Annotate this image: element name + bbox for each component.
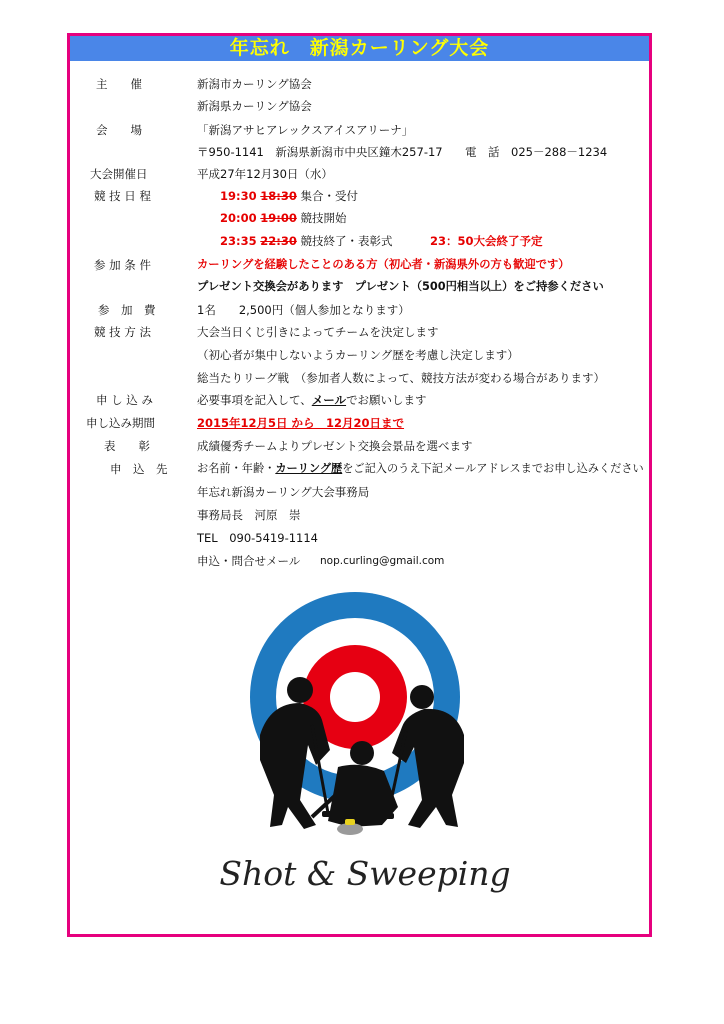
contact-label: 申 込 先 — [110, 462, 168, 476]
organizer-line1: 新潟市カーリング協会 — [197, 77, 312, 91]
fee-label: 参 加 費 — [98, 303, 156, 317]
contact-tel: TEL 090-5419-1114 — [197, 531, 318, 545]
logo-text: Shot & Sweeping — [219, 854, 511, 893]
venue-phone: 電 話 025－288－1234 — [465, 145, 608, 159]
method-line3: 総当たりリーグ戦 （参加者人数によって、競技方法が変わる場合があります） — [197, 371, 606, 385]
method-line2: （初心者が集中しないようカーリング歴を考慮し決定します） — [197, 348, 519, 362]
house-button — [330, 672, 380, 722]
apply-mail: メール — [311, 393, 347, 407]
schedule-new-time: 19:30 — [220, 189, 257, 203]
schedule-item — [220, 211, 347, 225]
award-label: 表 彰 — [104, 439, 150, 453]
organizer-line2: 新潟県カーリング協会 — [197, 99, 312, 113]
contact-history: カーリング歴 — [275, 462, 343, 475]
date-value: 平成27年12月30日（水） — [197, 167, 333, 181]
period-value: 2015年12月5日 から 12月20日まで — [197, 416, 405, 430]
schedule-old-time: 22:30 — [260, 234, 297, 248]
award-value: 成績優秀チームよりプレゼント交換会景品を選べます — [197, 439, 473, 453]
schedule-old-time: 19:00 — [260, 211, 297, 225]
apply-text — [197, 393, 427, 407]
date-label: 大会開催日 — [90, 167, 148, 181]
venue-label: 会 場 — [96, 123, 142, 137]
apply-post: でお願いします — [346, 393, 427, 407]
conditions-text: カーリングを経験したことのある方（初心者・新潟県外の方も歓迎です） — [197, 258, 570, 271]
schedule-old-time: 18:30 — [260, 189, 297, 203]
method-label: 競 技 方 法 — [94, 325, 151, 339]
contact-pre: お名前・年齢・ — [197, 462, 276, 475]
present-note: プレゼント交換会があります プレゼント（500円相当以上）をご持参ください — [197, 280, 604, 293]
contact-office: 年忘れ新潟カーリング大会事務局 — [197, 485, 370, 499]
venue-name: 「新潟アサヒアレックスアイスアリーナ」 — [197, 123, 414, 137]
contact-email: nop.curling@gmail.com — [320, 555, 445, 567]
schedule-new-time: 20:00 — [220, 211, 257, 225]
venue-address: 〒950-1141 新潟県新潟市中央区鐘木257-17 — [197, 145, 443, 159]
contact-chief: 事務局長 河原 崇 — [197, 508, 301, 522]
apply-pre: 必要事項を記入して、 — [197, 393, 312, 407]
period-label: 申し込み期間 — [86, 416, 155, 430]
schedule-note: 23：50大会終了予定 — [430, 234, 543, 248]
schedule-item — [220, 234, 393, 248]
page-title: 年忘れ 新潟カーリング大会 — [70, 36, 649, 61]
schedule-desc: 競技開始 — [300, 211, 347, 225]
schedule-desc: 集合・受付 — [300, 189, 359, 203]
method-line1: 大会当日くじ引きによってチームを決定します — [197, 325, 439, 339]
fee-value: 1名 2,500円（個人参加となります） — [197, 303, 410, 317]
contact-post: をご記入のうえ下記メールアドレスまでお申し込みください — [342, 462, 644, 475]
curling-logo — [200, 585, 530, 915]
organizer-label: 主 催 — [96, 77, 142, 91]
schedule-item — [220, 189, 358, 203]
contact-text — [197, 462, 644, 476]
schedule-label: 競 技 日 程 — [94, 189, 151, 203]
conditions-label: 参 加 条 件 — [94, 258, 151, 272]
contact-email-label: 申込・問合せメール — [197, 554, 301, 568]
schedule-desc: 競技終了・表彰式 — [300, 234, 393, 248]
apply-label: 申 し 込 み — [96, 393, 153, 407]
schedule-new-time: 23:35 — [220, 234, 257, 248]
